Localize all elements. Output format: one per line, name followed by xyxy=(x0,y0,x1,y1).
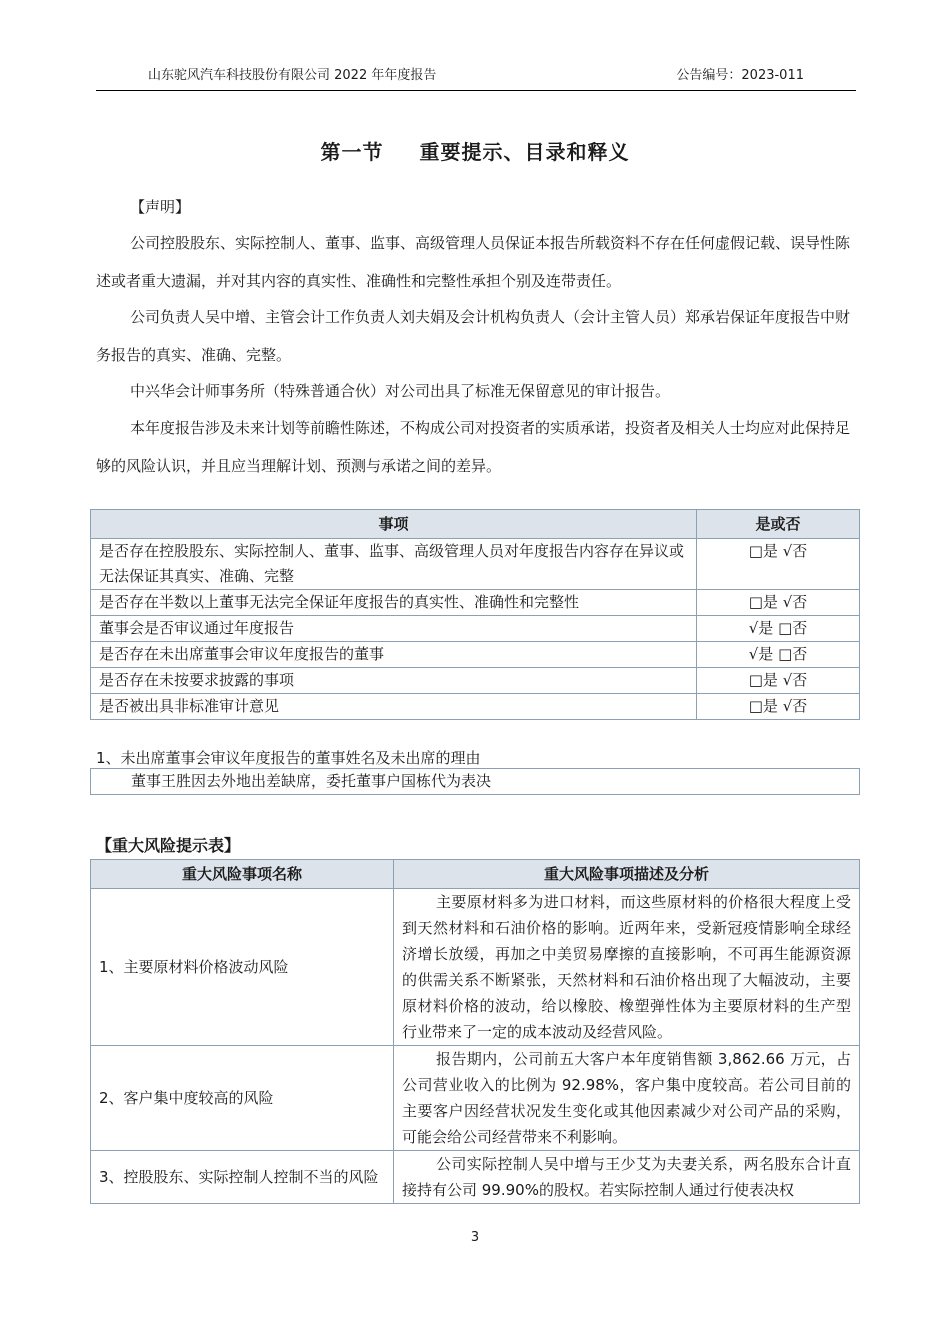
risk-description: 报告期内，公司前五大客户本年度销售额 3,862.66 万元，占公司营业收入的比例为 92.98%，客户集中度较高。若公司目前的主要客户因经营状况发生变化或其他因素减少对公司产品的采购，可能会给公司经营带来不利影响。 xyxy=(394,1046,860,1151)
table-header-row xyxy=(91,860,860,889)
declaration-label: 【声明】 xyxy=(130,198,191,216)
risk-description: 主要原材料多为进口材料，而这些原材料的价格很大程度上受到天然材料和石油价格的影响。近两年来，受新冠疫情影响全球经济增长放缓，再加之中美贸易摩擦的直接影响，不可再生能源资源的供需关系不断紧张，天然材料和石油价格出现了大幅波动，主要原材料价格的波动，给以橡胶、橡塑弹性体为主要原材料的生产型行业带来了一定的成本波动及经营风险。 xyxy=(394,889,860,1046)
matter-answer: □是 √否 xyxy=(697,590,860,616)
risk-name: 2、客户集中度较高的风险 xyxy=(91,1046,394,1151)
table-row xyxy=(91,694,860,720)
table-row xyxy=(91,616,860,642)
absent-directors-content: 董事王胜因去外地出差缺席，委托董事户国栋代为表决 xyxy=(91,769,860,795)
matters-table xyxy=(90,509,860,720)
risk-table-heading: 【重大风险提示表】 xyxy=(96,836,241,855)
section-name: 重要提示、目录和释义 xyxy=(419,140,630,164)
declaration-paragraph-3: 中兴华会计师事务所（特殊普通合伙）对公司出具了标准无保留意见的审计报告。 xyxy=(130,382,671,400)
risk-table xyxy=(90,859,860,1204)
matter-answer: √是 □否 xyxy=(697,616,860,642)
matter-answer: □是 √否 xyxy=(697,539,860,590)
column-header-answer: 是或否 xyxy=(697,510,860,539)
matter-item: 是否存在半数以上董事无法完全保证年度报告的真实性、准确性和完整性 xyxy=(91,590,697,616)
matter-item: 是否存在未出席董事会审议年度报告的董事 xyxy=(91,642,697,668)
report-title-header: 山东驼风汽车科技股份有限公司 2022 年年度报告 xyxy=(148,68,437,83)
table-row xyxy=(91,1046,860,1151)
table-row xyxy=(91,668,860,694)
declaration-paragraph-4: 本年度报告涉及未来计划等前瞻性陈述，不构成公司对投资者的实质承诺，投资者及相关人士均应对此保持足够的风险认识，并且应当理解计划、预测与承诺之间的差异。 xyxy=(96,419,851,475)
matter-item: 董事会是否审议通过年度报告 xyxy=(91,616,697,642)
matter-answer: □是 √否 xyxy=(697,694,860,720)
table-row xyxy=(91,769,860,795)
notice-number: 公告编号：2023-011 xyxy=(676,68,804,83)
table-row xyxy=(91,590,860,616)
matter-item: 是否存在未按要求披露的事项 xyxy=(91,668,697,694)
column-header-risk-name: 重大风险事项名称 xyxy=(91,860,394,889)
matter-answer: □是 √否 xyxy=(697,668,860,694)
section-number: 第一节 xyxy=(320,140,384,164)
matter-item: 是否被出具非标准审计意见 xyxy=(91,694,697,720)
table-row xyxy=(91,889,860,1046)
declaration-paragraph-1: 公司控股股东、实际控制人、董事、监事、高级管理人员保证本报告所载资料不存在任何虚假记载、误导性陈述或者重大遗漏，并对其内容的真实性、准确性和完整性承担个别及连带责任。 xyxy=(96,234,851,290)
table-row xyxy=(91,539,860,590)
section-title xyxy=(0,136,950,165)
risk-name: 3、控股股东、实际控制人控制不当的风险 xyxy=(91,1151,394,1204)
table-header-row xyxy=(91,510,860,539)
page-number: 3 xyxy=(470,1230,480,1245)
risk-description: 公司实际控制人吴中增与王少艾为夫妻关系，两名股东合计直接持有公司 99.90%的股权。若实际控制人通过行使表决权 xyxy=(394,1151,860,1204)
table-row xyxy=(91,642,860,668)
absent-directors-label: 1、未出席董事会审议年度报告的董事姓名及未出席的理由 xyxy=(96,749,481,767)
matter-item: 是否存在控股股东、实际控制人、董事、监事、高级管理人员对年度报告内容存在异议或无法保证其真实、准确、完整 xyxy=(91,539,697,590)
absent-directors-box xyxy=(90,768,860,795)
declaration-paragraph-2: 公司负责人吴中增、主管会计工作负责人刘夫娟及会计机构负责人（会计主管人员）郑承岩保证年度报告中财务报告的真实、准确、完整。 xyxy=(96,308,851,364)
page-header xyxy=(96,64,856,91)
column-header-item: 事项 xyxy=(91,510,697,539)
column-header-risk-desc: 重大风险事项描述及分析 xyxy=(394,860,860,889)
risk-name: 1、主要原材料价格波动风险 xyxy=(91,889,394,1046)
table-row xyxy=(91,1151,860,1204)
matter-answer: √是 □否 xyxy=(697,642,860,668)
